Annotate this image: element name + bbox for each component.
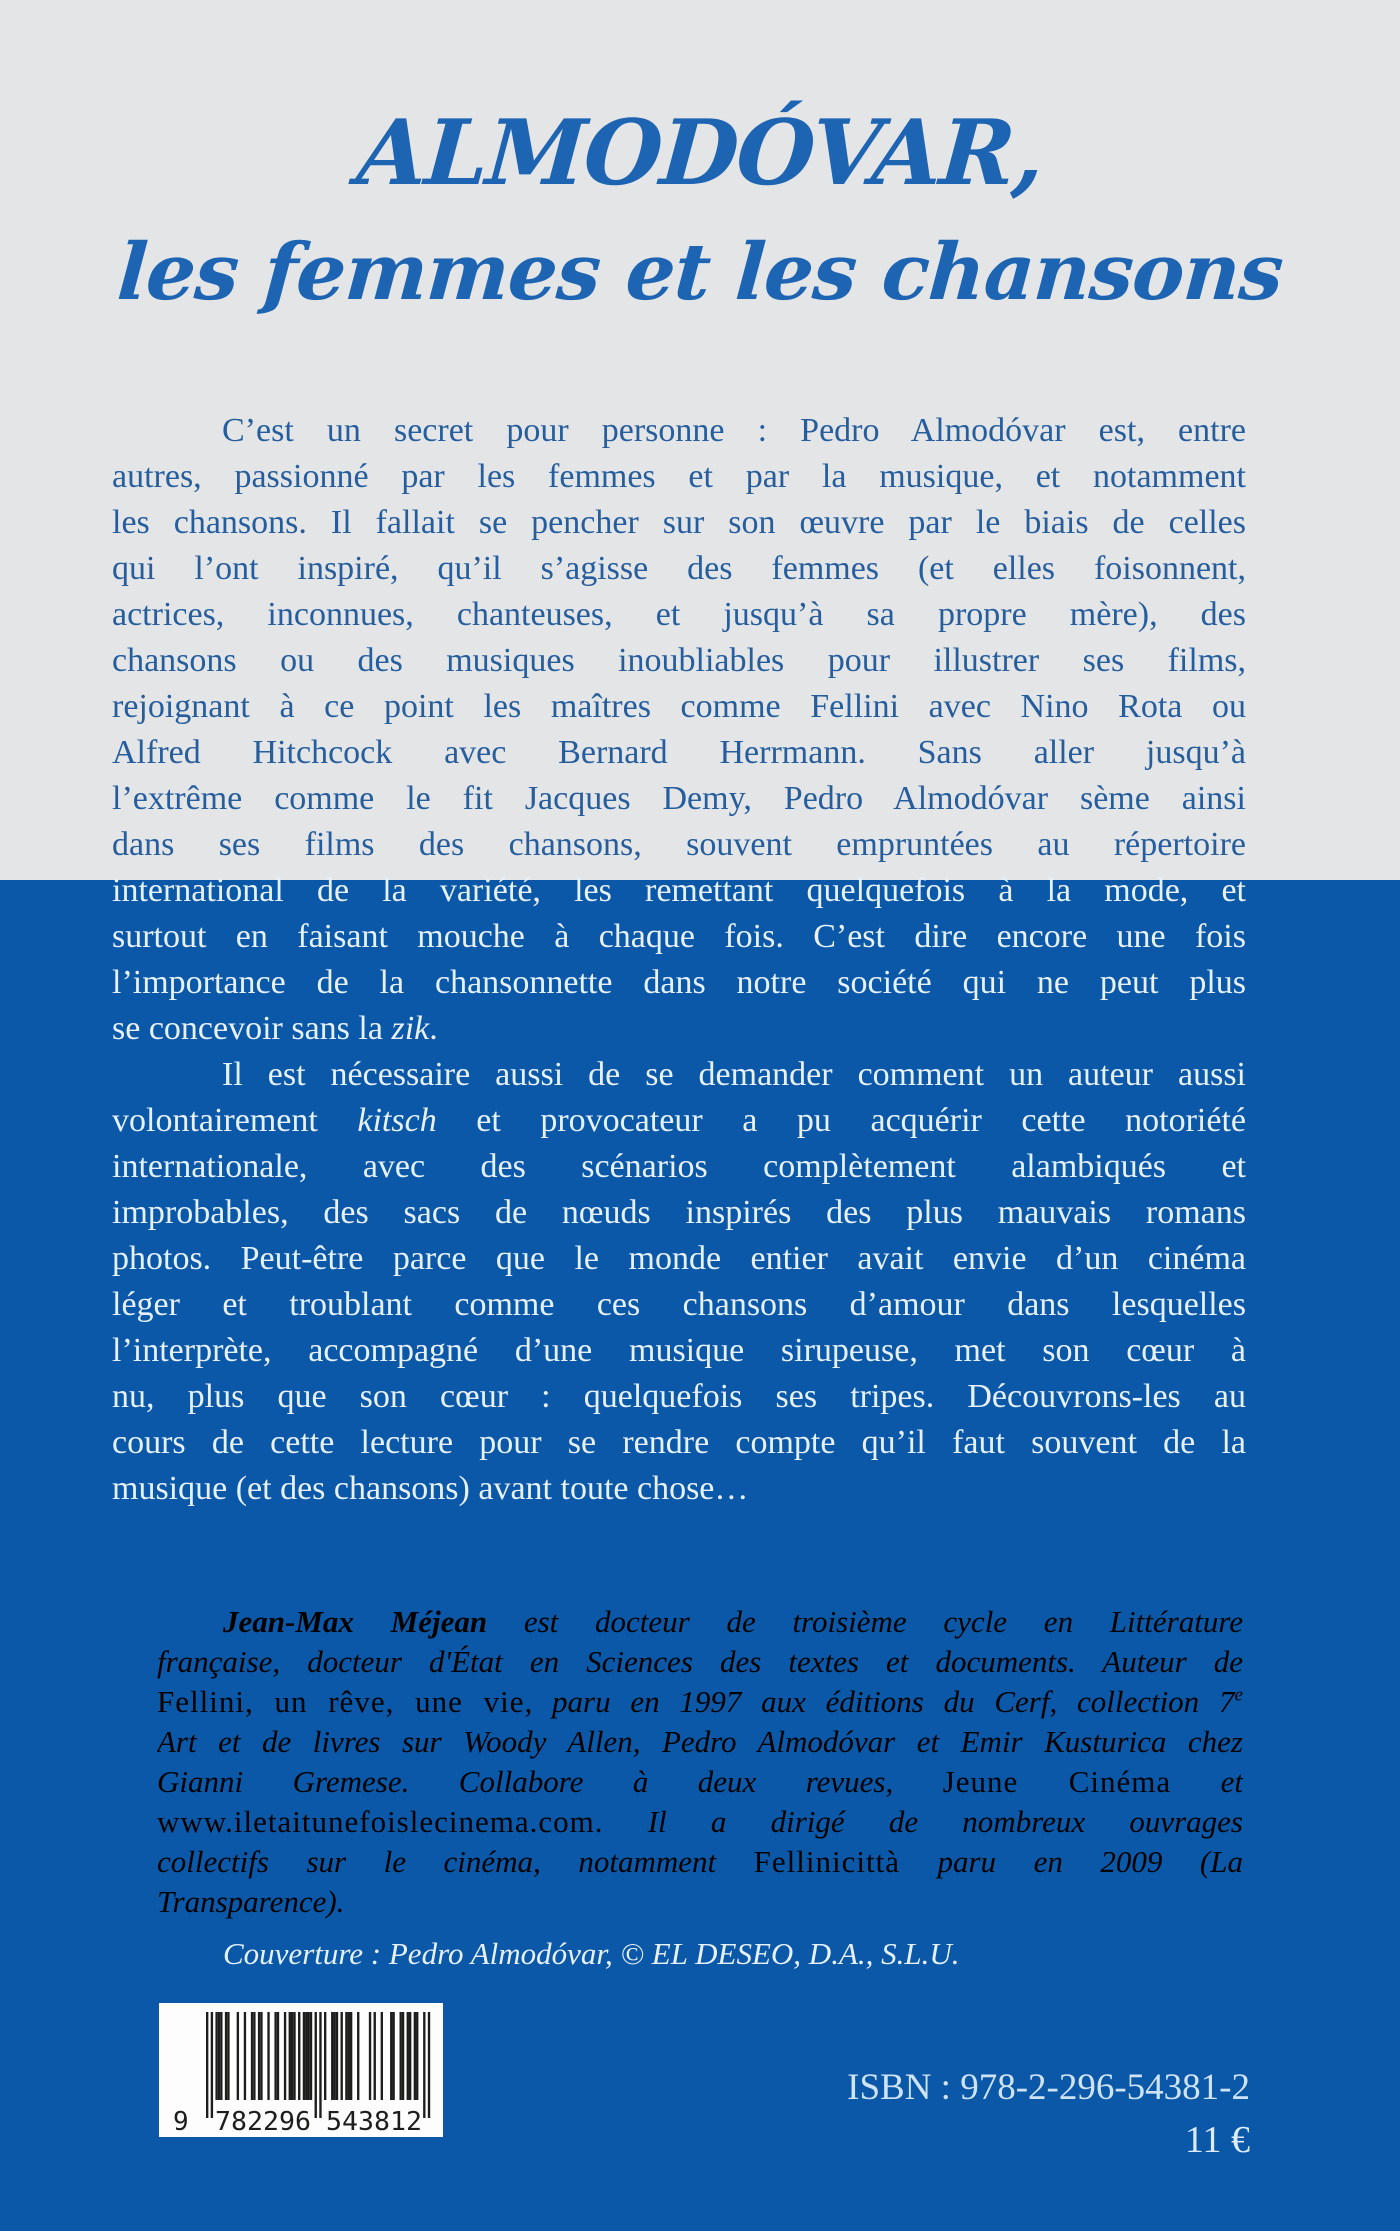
bio-line: Gianni Gremese. Collabore à deux revues, Jeune Cinéma et bbox=[157, 1764, 1243, 1799]
bio-line: collectifs sur le cinéma, notamment Fellinicittà paru en 2009 (La bbox=[157, 1844, 1243, 1879]
body-line: l’extrême comme le fit Jacques Demy, Pedro Almodóvar sème ainsi bbox=[112, 780, 1246, 817]
body-line: musique (et des chansons) avant toute chose… bbox=[112, 1470, 749, 1507]
body-line: surtout en faisant mouche à chaque fois. C’est dire encore une fois bbox=[112, 918, 1246, 955]
body-line: actrices, inconnues, chanteuses, et jusqu’à sa propre mère), des bbox=[112, 596, 1246, 633]
author-bio bbox=[157, 1602, 1243, 1922]
body-line: dans ses films des chansons, souvent empruntées au répertoire bbox=[112, 826, 1246, 863]
cover-credit: Couverture : Pedro Almodóvar, © EL DESEO, D.A., S.L.U. bbox=[223, 1936, 960, 1971]
body-line: volontairement kitsch et provocateur a pu acquérir cette notoriété bbox=[112, 1102, 1246, 1139]
body-line: international de la variété, les remettant quelquefois à la mode, et bbox=[112, 872, 1246, 909]
body-line: internationale, avec des scénarios complètement alambiqués et bbox=[112, 1148, 1246, 1185]
body-line: léger et troublant comme ces chansons d’amour dans lesquelles bbox=[112, 1286, 1246, 1323]
body-line: chansons ou des musiques inoubliables pour illustrer ses films, bbox=[112, 642, 1246, 679]
price-text: 11 € bbox=[1184, 2119, 1250, 2161]
body-line: photos. Peut-être parce que le monde entier avait envie d’un cinéma bbox=[112, 1240, 1246, 1277]
bio-line: Transparence). bbox=[157, 1884, 345, 1919]
body-line: improbables, des sacs de nœuds inspirés des plus mauvais romans bbox=[112, 1194, 1246, 1231]
title-line-1: ALMODÓVAR, bbox=[353, 100, 1047, 206]
body-line: les chansons. Il fallait se pencher sur son œuvre par le biais de celles bbox=[112, 504, 1246, 541]
body-line: l’importance de la chansonnette dans notre société qui ne peut plus bbox=[112, 964, 1246, 1001]
body-line: Il est nécessaire aussi de se demander comment un auteur aussi bbox=[222, 1056, 1246, 1093]
body-line: autres, passionné par les femmes et par la musique, et notamment bbox=[112, 458, 1246, 495]
body-line: Alfred Hitchcock avec Bernard Herrmann. Sans aller jusqu’à bbox=[112, 734, 1246, 771]
title-line-2: les femmes et les chansons bbox=[114, 227, 1286, 318]
barcode-digit-first: 9 bbox=[173, 2107, 189, 2137]
body-line: l’interprète, accompagné d’une musique sirupeuse, met son cœur à bbox=[112, 1332, 1246, 1369]
body-line: nu, plus que son cœur : quelquefois ses tripes. Découvrons-les au bbox=[112, 1378, 1246, 1415]
barcode bbox=[159, 2003, 443, 2137]
isbn-text: ISBN : 978-2-296-54381-2 bbox=[847, 2067, 1250, 2108]
bio-line: www.iletaitunefoislecinema.com. Il a dirigé de nombreux ouvrages bbox=[157, 1804, 1243, 1839]
bio-line: Jean-Max Méjean est docteur de troisième cycle en Littérature bbox=[223, 1604, 1243, 1639]
body-line: se concevoir sans la zik. bbox=[112, 1010, 438, 1047]
body-line: cours de cette lecture pour se rendre compte qu’il faut souvent de la bbox=[112, 1424, 1246, 1461]
bio-line: française, docteur d'État en Sciences des textes et documents. Auteur de bbox=[157, 1644, 1243, 1679]
body-line: rejoignant à ce point les maîtres comme Fellini avec Nino Rota ou bbox=[112, 688, 1246, 725]
ean13-barcode bbox=[159, 2003, 443, 2137]
barcode-digits-right: 543812 bbox=[326, 2107, 422, 2137]
body-line: C’est un secret pour personne : Pedro Almodóvar est, entre bbox=[222, 412, 1246, 449]
body-line: qui l’ont inspiré, qu’il s’agisse des femmes (et elles foisonnent, bbox=[112, 550, 1246, 587]
barcode-digits-left: 782296 bbox=[215, 2107, 311, 2137]
bio-line: Fellini, un rêve, une vie, paru en 1997 aux éditions du Cerf, collection 7e bbox=[157, 1684, 1243, 1719]
bio-line: Art et de livres sur Woody Allen, Pedro Almodóvar et Emir Kusturica chez bbox=[157, 1724, 1243, 1759]
synopsis-text bbox=[112, 408, 1246, 1512]
